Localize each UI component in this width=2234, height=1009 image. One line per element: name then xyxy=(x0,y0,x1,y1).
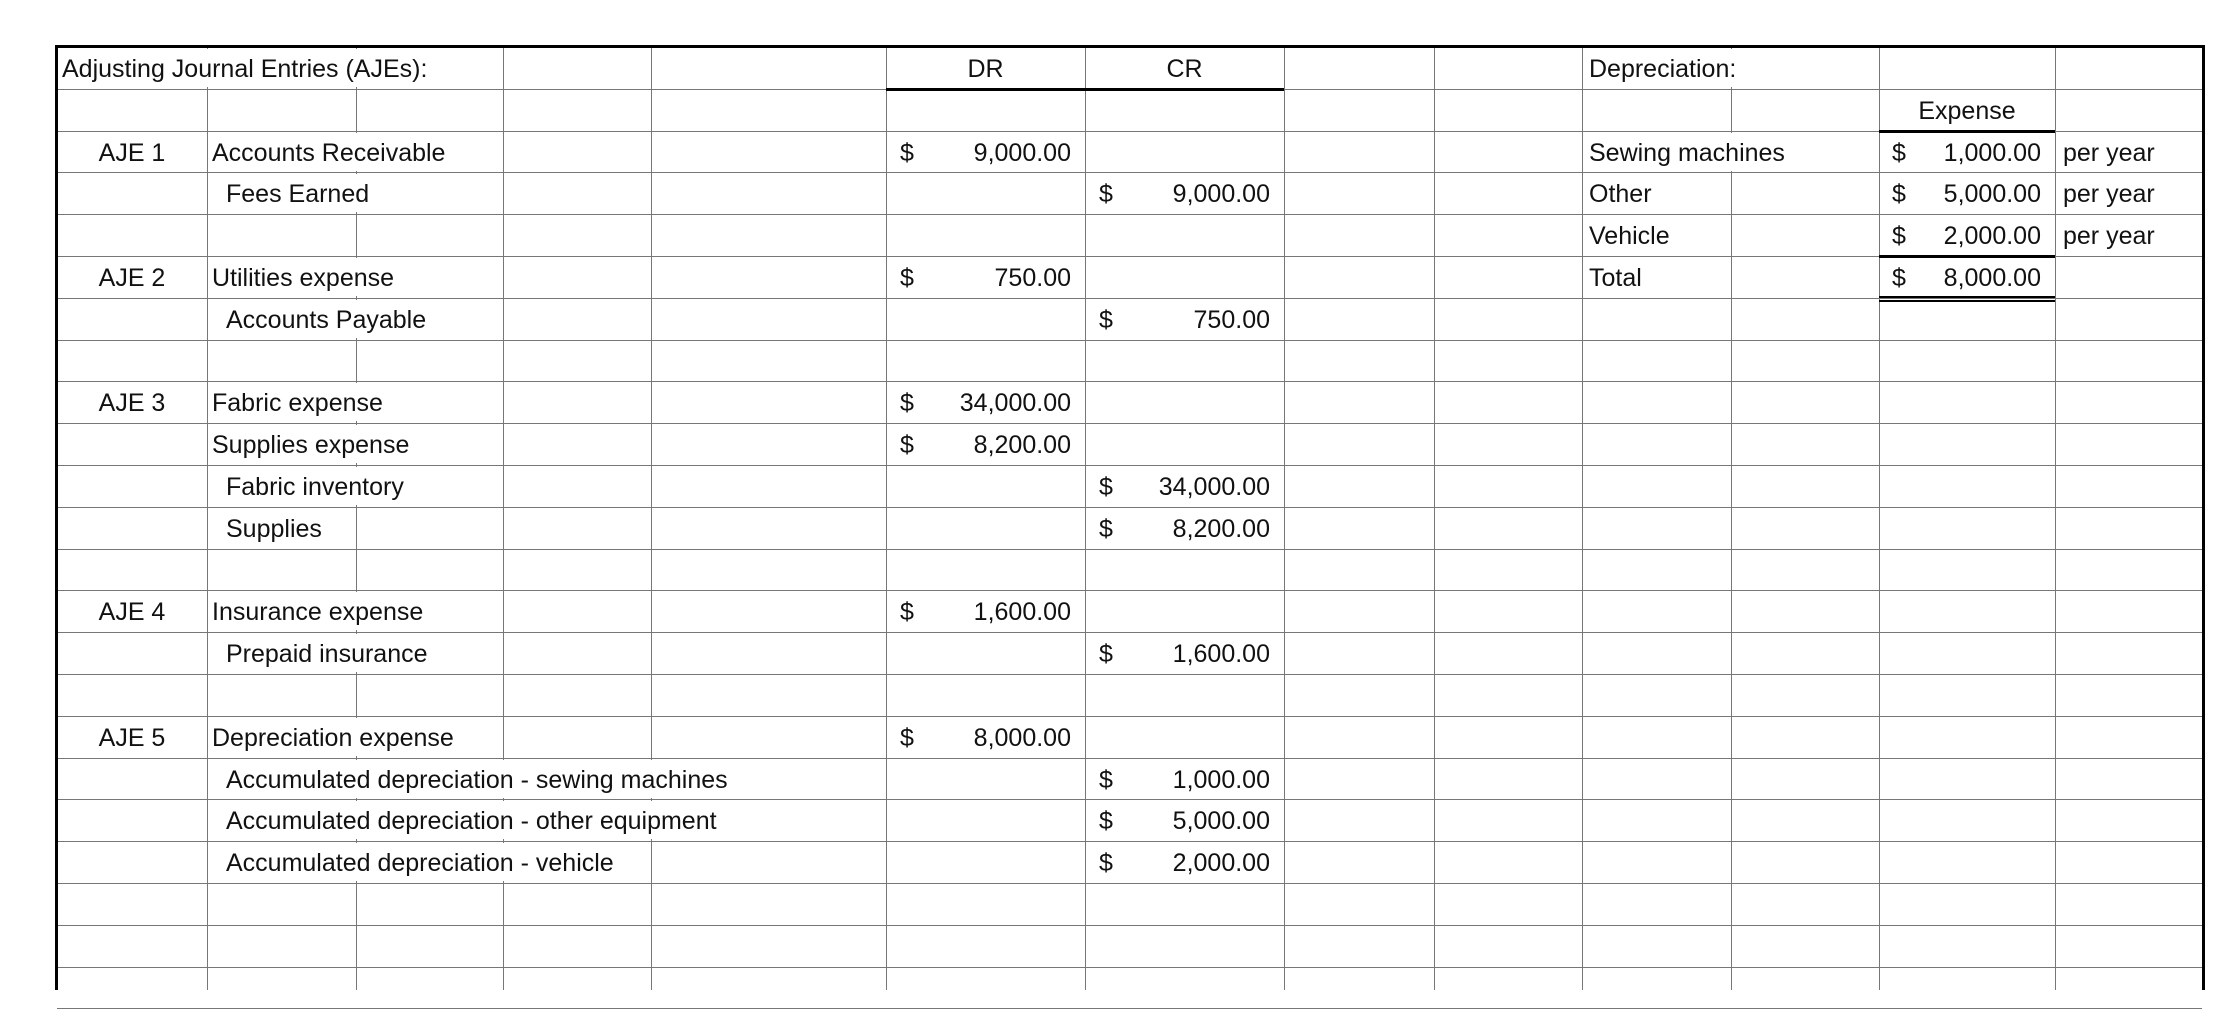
row-gridline xyxy=(57,465,2202,466)
depreciation-total-amount[interactable]: 8,000.00 xyxy=(1943,264,2041,292)
debit-amount[interactable]: 750.00 xyxy=(994,264,1071,292)
debit-amount[interactable]: 34,000.00 xyxy=(959,389,1071,418)
credit-amount[interactable]: 1,000.00 xyxy=(1172,765,1270,794)
depreciation-title[interactable]: Depreciation: xyxy=(1589,49,1739,87)
debit-account-name[interactable]: Insurance expense xyxy=(212,592,426,630)
debit-account-name[interactable]: Utilities expense xyxy=(212,258,397,296)
debit-amount[interactable]: 1,600.00 xyxy=(973,598,1071,627)
row-gridline xyxy=(57,674,2202,675)
credit-currency-symbol: $ xyxy=(1099,807,1113,836)
credit-currency-symbol: $ xyxy=(1099,849,1113,878)
row-gridline xyxy=(57,590,2202,591)
row-gridline xyxy=(57,340,2202,341)
row-gridline xyxy=(57,925,2202,926)
depreciation-expense-currency-symbol: $ xyxy=(1892,138,1906,167)
row-gridline xyxy=(57,423,2202,424)
per-year-label[interactable]: per year xyxy=(2063,180,2155,209)
aje-label[interactable]: AJE 4 xyxy=(98,598,166,627)
debit-currency-symbol: $ xyxy=(900,389,914,418)
depreciation-expense-amount[interactable]: 5,000.00 xyxy=(1943,180,2041,209)
debit-account-name[interactable]: Accounts Receivable xyxy=(212,133,448,171)
column-gridline xyxy=(1284,47,1285,990)
expense-header[interactable]: Expense xyxy=(1918,96,2016,125)
credit-account-name[interactable]: Fabric inventory xyxy=(226,467,407,505)
outer-border-top xyxy=(57,45,2205,48)
credit-currency-symbol: $ xyxy=(1099,640,1113,669)
outer-border-left xyxy=(55,45,58,990)
debit-account-name[interactable]: Supplies expense xyxy=(212,425,412,463)
depreciation-total-currency-symbol: $ xyxy=(1892,264,1906,292)
column-gridline xyxy=(651,47,652,990)
row-gridline xyxy=(57,381,2202,382)
row-gridline xyxy=(57,967,2202,968)
row-gridline xyxy=(57,841,2202,842)
credit-amount[interactable]: 2,000.00 xyxy=(1172,849,1270,878)
credit-currency-symbol: $ xyxy=(1099,305,1113,334)
debit-amount[interactable]: 9,000.00 xyxy=(973,138,1071,167)
debit-currency-symbol: $ xyxy=(900,598,914,627)
credit-currency-symbol: $ xyxy=(1099,765,1113,794)
depreciation-expense-currency-symbol: $ xyxy=(1892,222,1906,251)
credit-account-name[interactable]: Supplies xyxy=(226,509,325,547)
column-gridline xyxy=(207,47,208,990)
debit-account-name[interactable]: Depreciation expense xyxy=(212,718,457,756)
column-gridline xyxy=(1731,47,1732,990)
debit-currency-symbol: $ xyxy=(900,264,914,292)
depreciation-asset-label[interactable]: Sewing machines xyxy=(1589,133,1788,171)
credit-currency-symbol: $ xyxy=(1099,180,1113,209)
row-gridline xyxy=(57,172,2202,173)
column-gridline xyxy=(886,47,887,990)
credit-account-name[interactable]: Accumulated depreciation - sewing machines xyxy=(226,760,731,798)
dr-header[interactable]: DR xyxy=(967,55,1004,83)
total-double-underline xyxy=(1879,300,2055,302)
dr-cr-header-underline xyxy=(886,88,1284,91)
credit-amount[interactable]: 34,000.00 xyxy=(1158,473,1270,501)
row-gridline xyxy=(57,883,2202,884)
column-gridline xyxy=(1582,47,1583,990)
aje-label[interactable]: AJE 1 xyxy=(98,138,166,167)
cr-header[interactable]: CR xyxy=(1166,55,1203,83)
aje-label[interactable]: AJE 2 xyxy=(98,264,166,292)
row-gridline xyxy=(57,716,2202,717)
column-gridline xyxy=(2055,47,2056,990)
credit-account-name[interactable]: Fees Earned xyxy=(226,174,372,212)
debit-amount[interactable]: 8,000.00 xyxy=(973,723,1071,752)
credit-account-name[interactable]: Accounts Payable xyxy=(226,300,429,338)
journal-title[interactable]: Adjusting Journal Entries (AJEs): xyxy=(62,49,430,87)
credit-amount[interactable]: 9,000.00 xyxy=(1172,180,1270,209)
column-gridline xyxy=(1434,47,1435,990)
depreciation-expense-amount[interactable]: 2,000.00 xyxy=(1943,222,2041,251)
row-gridline xyxy=(57,758,2202,759)
credit-amount[interactable]: 1,600.00 xyxy=(1172,640,1270,669)
outer-border-right xyxy=(2202,45,2205,990)
row-gridline xyxy=(57,507,2202,508)
row-gridline xyxy=(57,298,2202,299)
debit-currency-symbol: $ xyxy=(900,138,914,167)
credit-amount[interactable]: 8,200.00 xyxy=(1172,514,1270,543)
depreciation-expense-amount[interactable]: 1,000.00 xyxy=(1943,138,2041,167)
depreciation-total-label[interactable]: Total xyxy=(1589,258,1645,296)
debit-account-name[interactable]: Fabric expense xyxy=(212,383,386,421)
debit-currency-symbol: $ xyxy=(900,431,914,460)
debit-currency-symbol: $ xyxy=(900,723,914,752)
depreciation-asset-label[interactable]: Other xyxy=(1589,174,1655,212)
credit-account-name[interactable]: Accumulated depreciation - other equipment xyxy=(226,801,720,839)
per-year-label[interactable]: per year xyxy=(2063,222,2155,251)
debit-amount[interactable]: 8,200.00 xyxy=(973,431,1071,460)
credit-account-name[interactable]: Prepaid insurance xyxy=(226,634,431,672)
row-gridline xyxy=(57,799,2202,800)
row-gridline xyxy=(57,632,2202,633)
row-gridline xyxy=(57,214,2202,215)
depreciation-expense-currency-symbol: $ xyxy=(1892,180,1906,209)
credit-amount[interactable]: 750.00 xyxy=(1193,305,1270,334)
credit-currency-symbol: $ xyxy=(1099,473,1113,501)
depreciation-asset-label[interactable]: Vehicle xyxy=(1589,216,1673,254)
credit-amount[interactable]: 5,000.00 xyxy=(1172,807,1270,836)
aje-label[interactable]: AJE 3 xyxy=(98,389,166,418)
total-double-underline xyxy=(1879,296,2055,298)
credit-currency-symbol: $ xyxy=(1099,514,1113,543)
credit-account-name[interactable]: Accumulated depreciation - vehicle xyxy=(226,843,617,881)
aje-label[interactable]: AJE 5 xyxy=(98,723,166,752)
row-gridline xyxy=(57,549,2202,550)
per-year-label[interactable]: per year xyxy=(2063,138,2155,167)
